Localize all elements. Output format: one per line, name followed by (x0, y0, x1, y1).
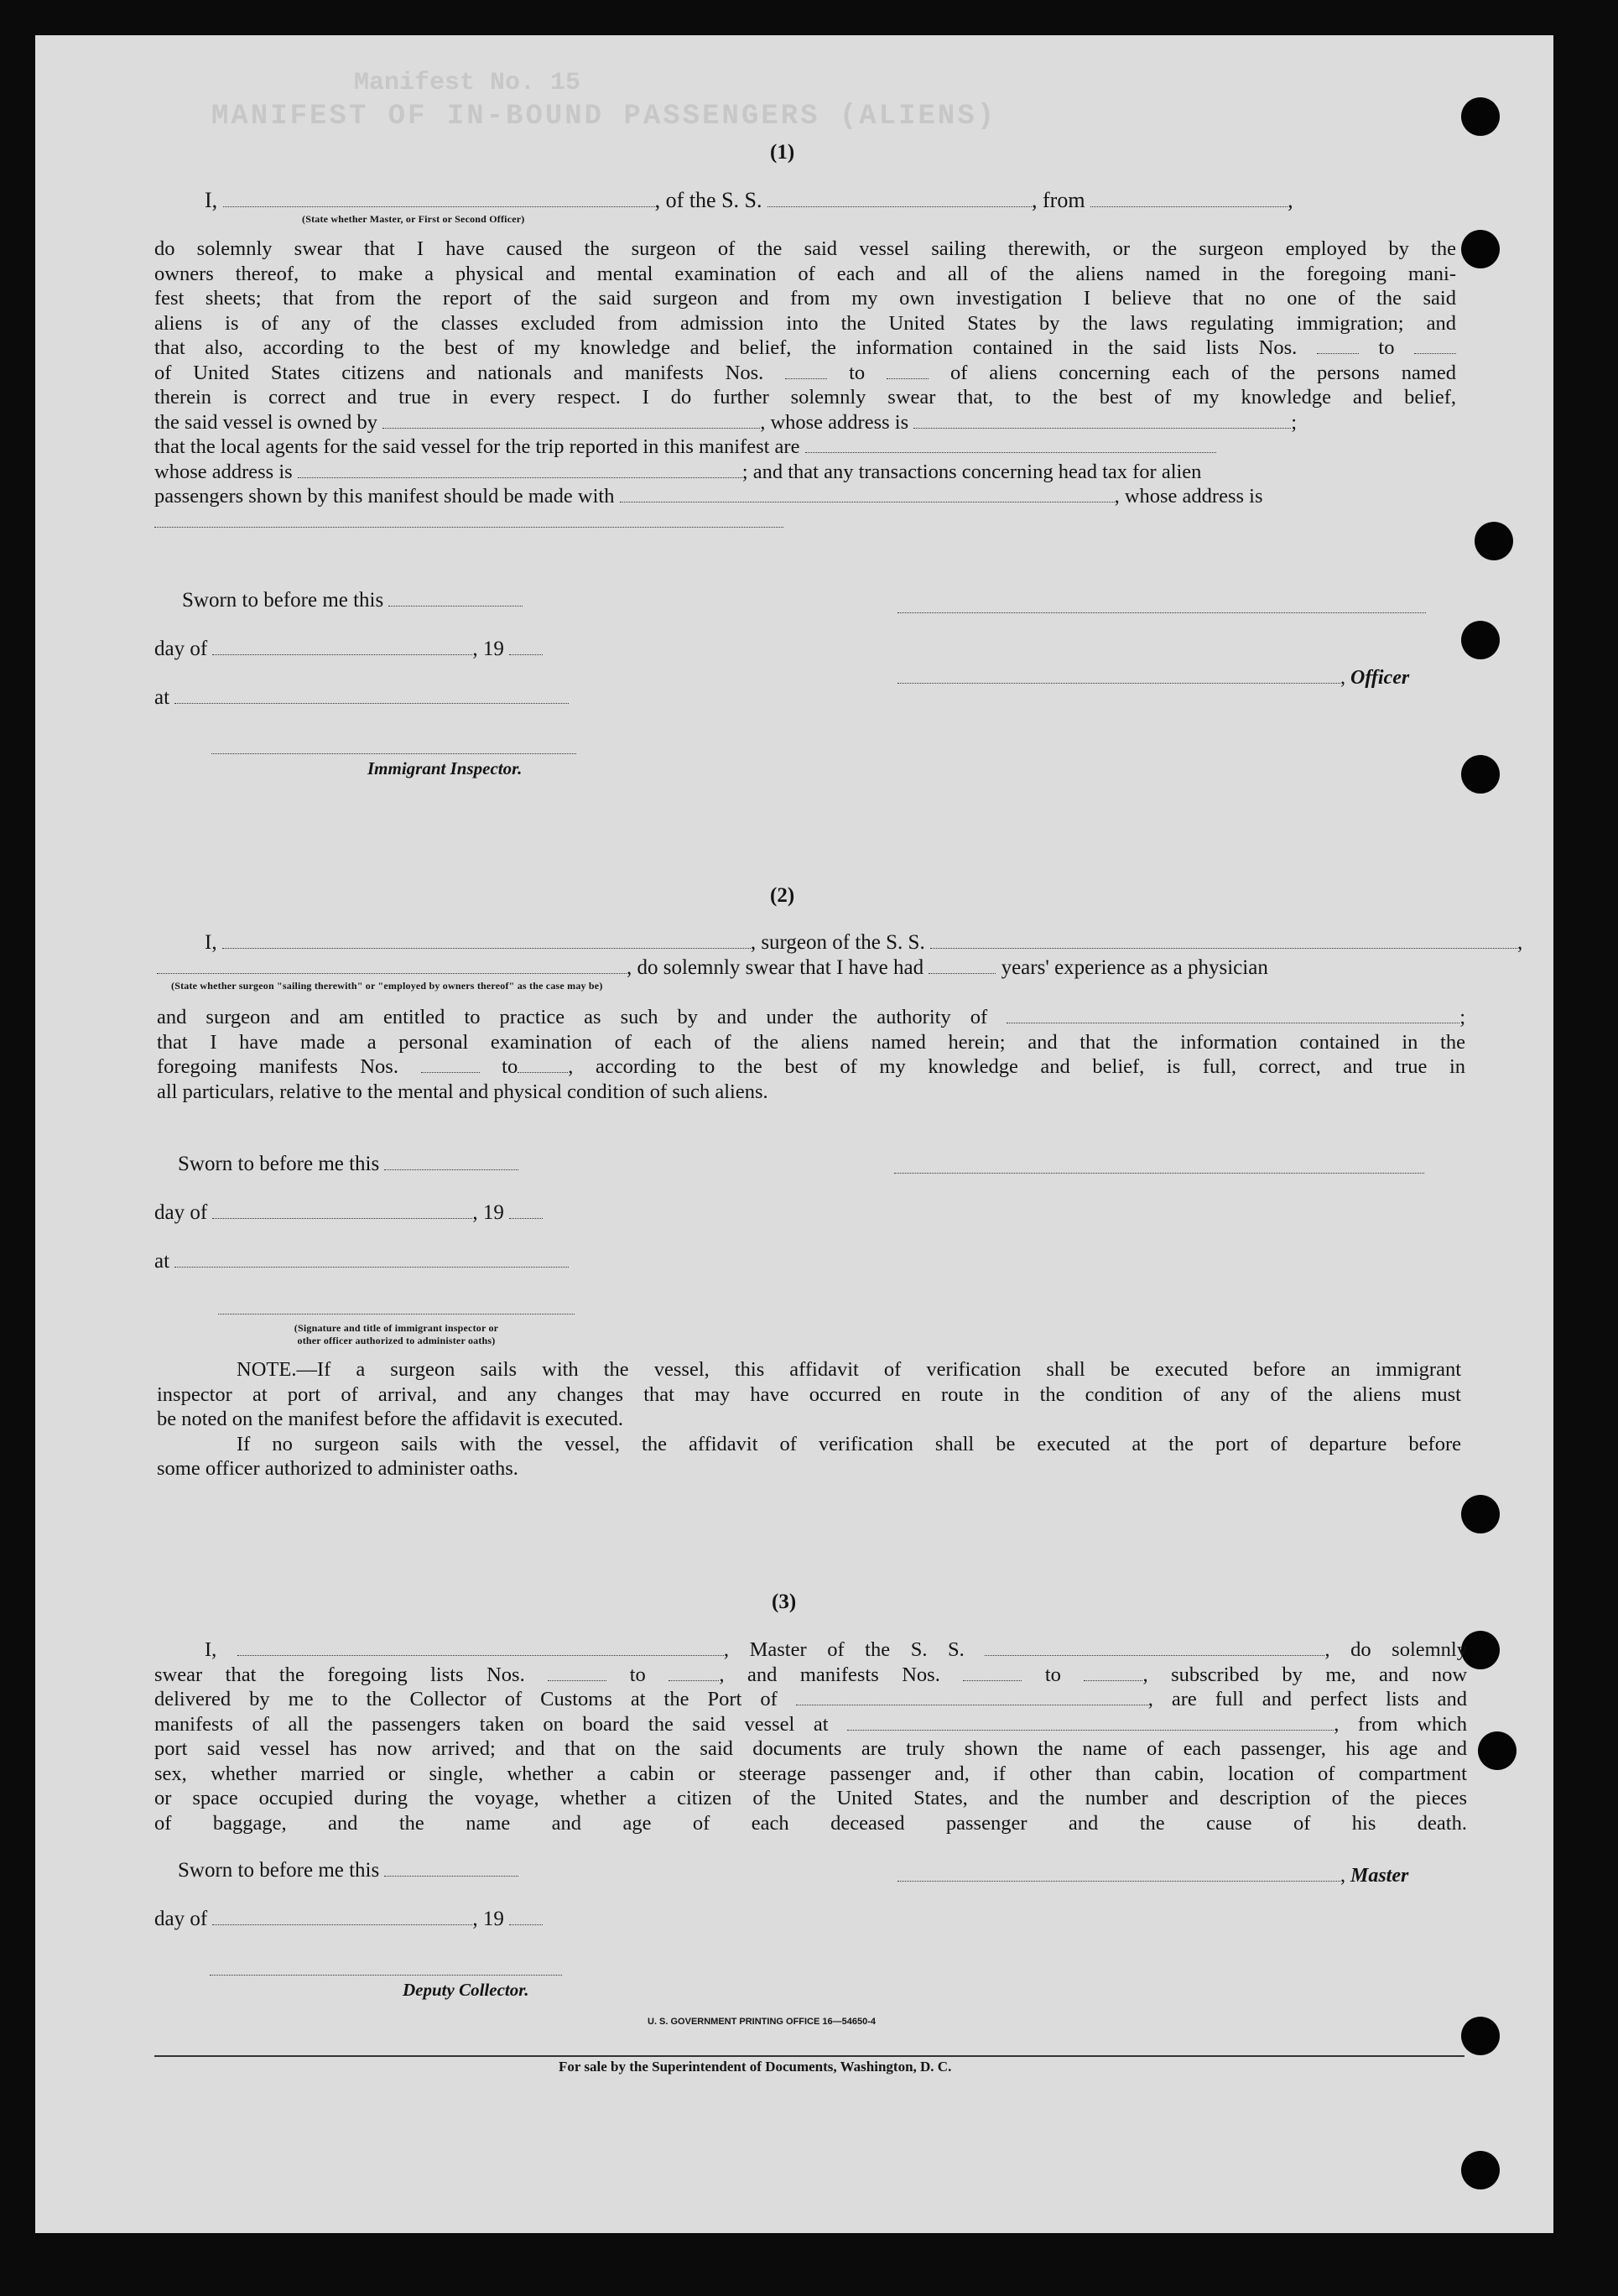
punch-hole (1461, 230, 1500, 268)
s1-officer-signature-line (897, 612, 1426, 613)
for-sale-notice: For sale by the Superintendent of Documents, Washington, D. C. (559, 2059, 952, 2075)
printing-office-imprint: U. S. GOVERNMENT PRINTING OFFICE 16—54650-4 (648, 2017, 877, 2027)
s2-at-line: at (154, 1250, 569, 1273)
s3-collector-signature-line (210, 1975, 562, 1976)
document-page (35, 35, 1553, 2233)
punch-hole (1461, 2017, 1500, 2055)
punch-hole (1461, 1495, 1500, 1533)
section-1-heading: (1) (770, 141, 795, 164)
s2-second-line: , do solemnly swear that I have had years' experience as a physician (157, 956, 1268, 980)
s1-sworn-line: Sworn to before me this (182, 589, 523, 612)
s3-sworn-line: Sworn to before me this (178, 1859, 518, 1882)
section-3-heading: (3) (772, 1591, 797, 1613)
punch-hole (1478, 1731, 1517, 1770)
s1-officer-caption: (State whether Master, or First or Second Officer) (302, 213, 525, 225)
note-paragraph: NOTE.—If a surgeon sails with the vessel, this affidavit of verification shall be executed before an immigrant inspector at port of arrival, and any changes that may have occurred en route in the condition of any of the aliens must be noted on the manifest before the affidavit is executed. If no surgeon sails with the vessel, the affidavit of verification shall be executed at the port of departure before some officer authorized to administer oaths. (157, 1358, 1461, 1480)
s2-inspector-signature-line (218, 1314, 575, 1315)
s1-inspector-label: Immigrant Inspector. (367, 758, 523, 778)
punch-hole (1461, 97, 1500, 136)
bleed-header-title: MANIFEST OF IN-BOUND PASSENGERS (ALIENS) (211, 101, 997, 133)
s3-master-line: , Master (897, 1864, 1408, 1887)
s2-day-line: day of , 19 (154, 1201, 543, 1225)
footer-rule (154, 2055, 1465, 2057)
s3-day-line: day of , 19 (154, 1908, 543, 1931)
s1-inspector-signature-line (211, 753, 576, 754)
punch-hole (1475, 522, 1513, 560)
s2-sworn-line: Sworn to before me this (178, 1153, 518, 1176)
s1-first-line: I, , of the S. S. , from , (205, 188, 1293, 212)
s3-oath-paragraph: I, , Master of the S. S. , do solemnly swear that the foregoing lists Nos. to , and manifests Nos. to , subscribed by me, and now delivered by me to the Collector of Customs at the Port of , are full and perfect lists and manifests of all the passengers taken on board the said vessel at , from which port said vessel has now arrived; and that on the said documents are truly shown the name of each passenger, his age and sex, whether married or single, whether a cabin or steerage passenger and, if other than cabin, location of compartment or space occupied during the voyage, whether a citizen of the United States, and the number and description of the pieces of baggage, and the name and age of each deceased passenger and the cause of his death. (154, 1638, 1468, 1835)
s2-surgeon-signature-line (894, 1173, 1424, 1174)
s1-day-line: day of , 19 (154, 638, 543, 661)
s1-officer-line: , Officer (897, 666, 1409, 690)
bleed-header-number: Manifest No. 15 (354, 69, 581, 97)
s2-surgeon-caption: (State whether surgeon "sailing therewith" or "employed by owners thereof" as the case may be) (171, 980, 603, 992)
section-2-heading: (2) (770, 884, 795, 907)
s1-oath-paragraph: do solemnly swear that I have caused the surgeon of the said vessel sailing therewith, or the surgeon employed by the owners thereof, to make a physical and mental examination of each and all of the aliens named in the foregoing mani- fest sheets; that from the report of the said surgeon and from my own investigation I believe that no one of the said aliens is of any of the classes excluded from admission into the United States by the laws regulating immigration; and that also, according to the best of my knowledge and belief, the information contained in the said lists Nos. to of United States citizens and nationals and manifests Nos. to of aliens concerning each of the persons named therein is correct and true in every respect. I do further solemnly swear that, to the best of my knowledge and belief, the said vessel is owned by , whose address is ; that the local agents for the said vessel for the trip reported in this manifest are whose address is ; and that any transactions concerning head tax for alien passengers shown by this manifest should be made with , whose address is (154, 237, 1456, 534)
punch-hole (1461, 755, 1500, 794)
s3-collector-label: Deputy Collector. (403, 1980, 529, 2000)
s1-at-line: at (154, 686, 569, 710)
punch-hole (1461, 621, 1500, 659)
s2-signature-caption: (Signature and title of immigrant inspector or other officer authorized to administer oaths) (294, 1322, 499, 1346)
punch-hole (1461, 2151, 1500, 2189)
s2-first-line: I, , surgeon of the S. S. , (205, 931, 1523, 954)
s2-oath-paragraph: and surgeon and am entitled to practice as such by and under the authority of ; that I have made a personal examination of each of the aliens named herein; and that the information contained in the foregoing manifests Nos. to , according to the best of my knowledge and belief, is full, correct, and true in all particulars, relative to the mental and physical condition of such aliens. (157, 1006, 1466, 1103)
